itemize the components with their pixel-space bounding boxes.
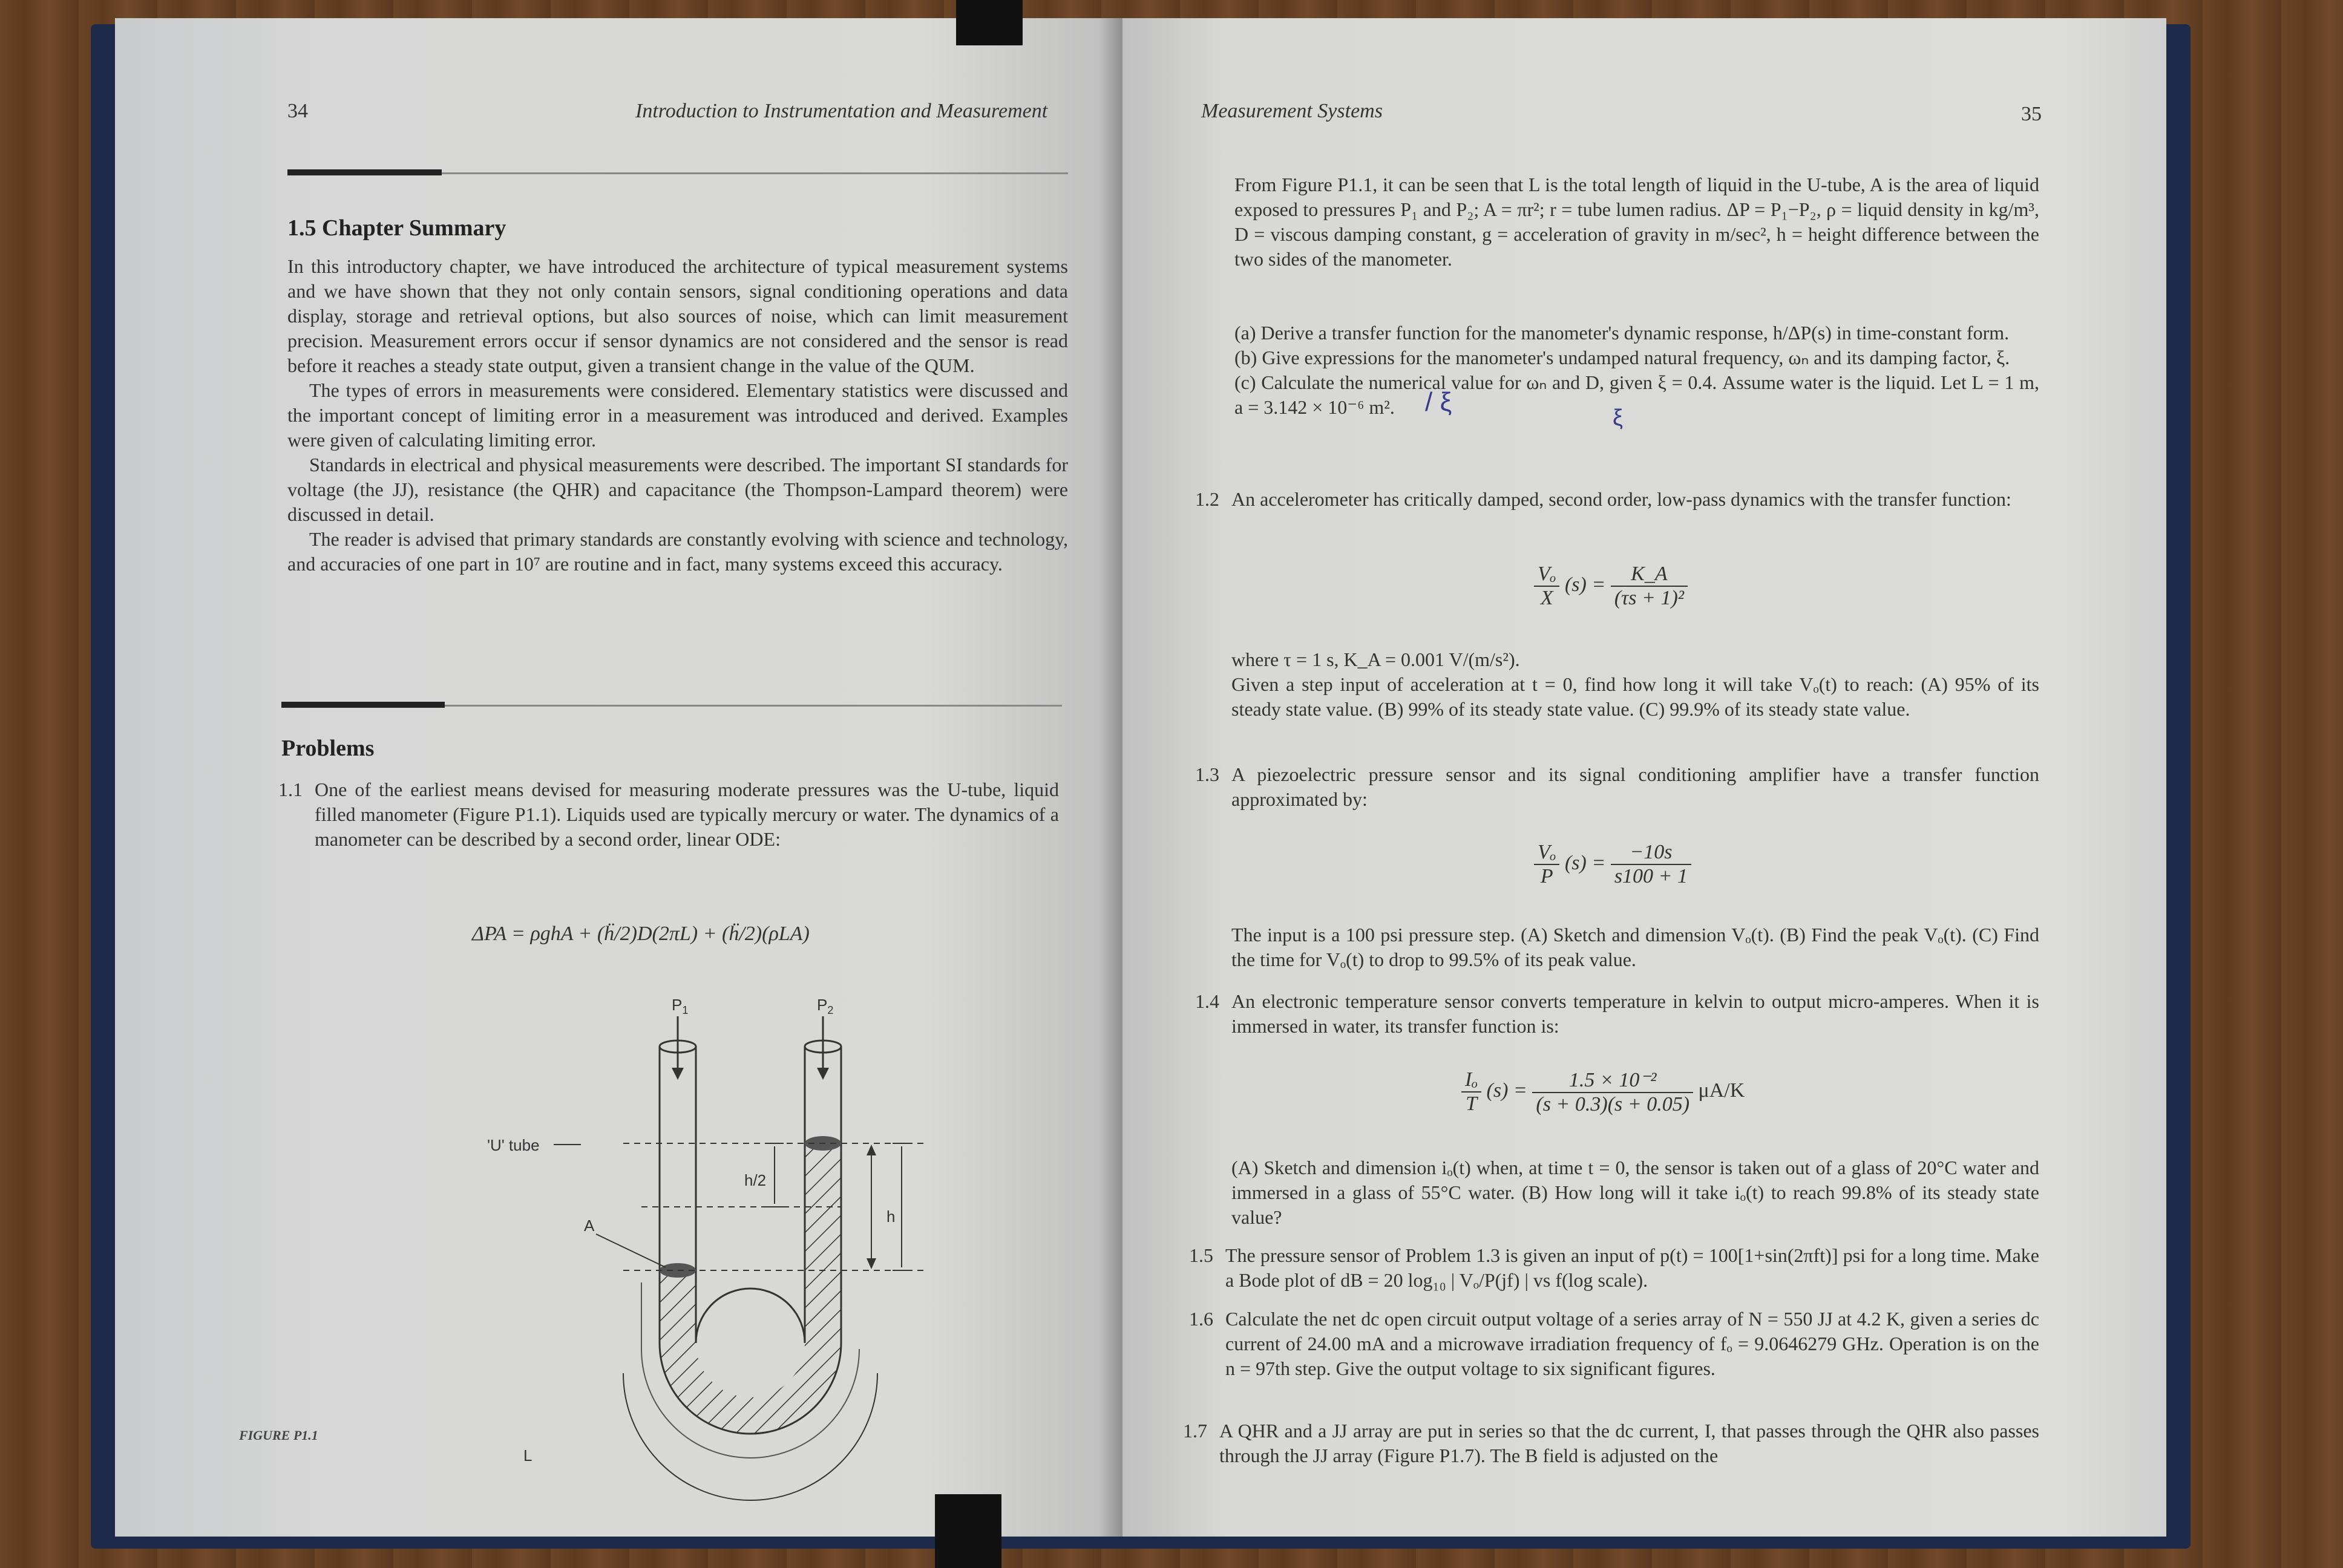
problem-1-6 [1189, 1307, 2039, 1381]
problem-1-1-intro: From Figure P1.1, it can be seen that L is the total length of liquid in the U-tube, A is the area of liquid exposed to pressures P₁ and P₂; A = πr²; r = tube lumen radius. ΔP = P₁−P₂, ρ = liquid density in kg/m³, D = viscous damping constant, g = acceleration of gravity in m/sec², h = height difference between the two sides of the manometer. [1234, 174, 2039, 270]
problem-text: A piezoelectric pressure sensor and its signal conditioning amplifier have a transfer function approximated by: [1231, 763, 2039, 810]
summary-paragraph: In this introductory chapter, we have introduced the architecture of typical measurement systems and we have shown that they not only contain sensors, signal conditioning operations and data display, storage and retrieval options, but also sources of noise, which can limit measurement precision. Measurement errors occur if sensor dynamics are not considered and the sensor is read before it reaches a steady state output, given a transient change in the value of the QUM. [287, 255, 1068, 376]
problem-text: Given a step input of acceleration at t = 0, find how long it will take Vₒ(t) to reach: (A) 95% of its steady state value. (B) 99% of its steady state value. (C) 99.9% of its steady state value. [1231, 673, 2039, 720]
problem-1-2-details [1231, 647, 2039, 722]
problem-text: The pressure sensor of Problem 1.3 is given an input of p(t) = 100[1+sin(2πft)] psi for a long time. Make a Bode plot of dB = 20 log₁₀ | Vₒ/P(jf) | vs f(log scale). [1225, 1244, 2039, 1291]
right-page [1122, 18, 2166, 1537]
problem-number: 1.7 [1183, 1420, 1207, 1442]
running-head-right: Measurement Systems [1201, 100, 1383, 122]
figure-p1-1 [487, 996, 1047, 1470]
problem-1-3 [1195, 762, 2039, 812]
temperature-equation: $\frac{\text{Iₒ}}{T}$ (s) = $\frac{\text{1.5 × 10⁻²}}{(s + 0.3)(s + 0.05)}$ μA/K [1461, 1068, 1745, 1116]
summary-paragraph: Standards in electrical and physical measurements were described. The important SI standards for voltage (the JJ), resistance (the QHR) and capacitance (the Thompson-Lampard theorem) were discussed in detail. [287, 454, 1068, 525]
part-c: (c) Calculate the numerical value for ωₙ and D, given ξ = 0.4. Assume water is the liquid. Let L = 1 m, a = 3.142 × 10⁻⁶ m². [1234, 371, 2039, 418]
problem-text: A QHR and a JJ array are put in series so that the dc current, I, that passes through the QHR also passes through the JJ array (Figure P1.7). The B field is adjusted on the [1219, 1420, 2039, 1466]
part-a: (a) Derive a transfer function for the manometer's dynamic response, h/ΔP(s) in time-constant form. [1234, 322, 2010, 344]
problem-text: One of the earliest means devised for measuring moderate pressures was the U-tube, liquid filled manometer (Figure P1.1). Liquids used are typically mercury or water. The dynamics of a manometer can be described by a second order, linear ODE: [315, 779, 1059, 850]
binder-clip-top [956, 0, 1023, 45]
problem-1-5 [1189, 1243, 2039, 1293]
figure-caption: FIGURE P1.1 [239, 1428, 318, 1443]
problem-1-1-parts [1234, 321, 2039, 420]
problem-number: 1.1 [278, 779, 303, 800]
page-number-left: 34 [287, 100, 308, 122]
running-head-left: Introduction to Instrumentation and Measurement [635, 100, 1048, 122]
problems-title: Problems [281, 736, 375, 761]
summary-paragraph: The types of errors in measurements were considered. Elementary statistics were discussed and the important concept of limiting error in a measurement was introduced and derived. Examples were given of calculating limiting error. [287, 379, 1068, 451]
page-number-right: 35 [2021, 103, 2042, 125]
problem-1-4-details: (A) Sketch and dimension iₒ(t) when, at time t = 0, the sensor is taken out of a glass of 20°C water and immersed in a glass of 55°C water. (B) How long will it take iₒ(t) to reach 99.8% of its steady state value? [1231, 1157, 2039, 1228]
problem-number: 1.6 [1189, 1308, 1213, 1330]
problem-1-3-details: The input is a 100 psi pressure step. (A) Sketch and dimension Vₒ(t). (B) Find the peak Vₒ(t). (C) Find the time for Vₒ(t) to drop to 99.5% of its peak value. [1231, 924, 2039, 970]
left-page [115, 18, 1122, 1537]
problem-number: 1.5 [1189, 1244, 1213, 1266]
manometer-equation: ΔPA = ρghA + (ḧ/2)D(2πL) + (ḧ/2)(ρLA) [472, 923, 810, 945]
problem-text: Calculate the net dc open circuit output voltage of a series array of N = 550 JJ at 4.2 K, given a series dc current of 24.00 mA and a microwave irradiation frequency of fₒ = 9.0646279 GHz. Operation is on the n = 97th step. Give the output voltage to six significant figures. [1225, 1308, 2039, 1379]
binder-clip-bottom [935, 1494, 1001, 1568]
label-u-tube: 'U' tube [487, 1136, 540, 1154]
problems-rule [281, 705, 1062, 707]
piezo-equation: $\frac{\text{Vₒ}}{P}$ (s) = $\frac{-10s}{s100 + 1}$ [1534, 841, 1691, 888]
problem-text: An electronic temperature sensor converts temperature in kelvin to output micro-amperes. When it is immersed in water, its transfer function is: [1231, 990, 2039, 1037]
label-h-half: h/2 [744, 1171, 767, 1189]
section-rule [287, 172, 1068, 174]
problem-1-2 [1195, 487, 2039, 512]
label-p2: $P_2$ [817, 996, 834, 1016]
problem-number: 1.2 [1195, 488, 1219, 510]
label-h: h [886, 1207, 896, 1226]
label-l: L [523, 1446, 532, 1465]
handwritten-mark: ξ [1613, 405, 1624, 431]
problem-1-7 [1183, 1419, 2039, 1468]
problem-1-4 [1195, 989, 2039, 1039]
handwritten-mark: / ξ [1425, 387, 1452, 417]
label-a: A [584, 1217, 595, 1235]
chapter-summary [287, 254, 1068, 577]
summary-paragraph: The reader is advised that primary standards are constantly evolving with science and technology, and accuracies of one part in 10⁷ are routine and in fact, many systems exceed this accuracy. [287, 528, 1068, 575]
problem-1-1 [278, 777, 1059, 852]
problem-text: An accelerometer has critically damped, second order, low-pass dynamics with the transfer function: [1231, 488, 2011, 510]
section-title: 1.5 Chapter Summary [287, 215, 506, 241]
problem-number: 1.3 [1195, 763, 1219, 785]
accelerometer-equation: $\frac{\text{Vₒ}}{X}$ (s) = $\frac{K\_A}{\text{(τs + 1)²}}$ [1534, 563, 1688, 610]
where-clause: where τ = 1 s, K_A = 0.001 V/(m/s²). [1231, 648, 1520, 670]
label-p1: $P_1$ [672, 996, 689, 1016]
problem-number: 1.4 [1195, 990, 1219, 1012]
part-b: (b) Give expressions for the manometer's undamped natural frequency, ωₙ and its damping factor, ξ. [1234, 347, 2010, 368]
